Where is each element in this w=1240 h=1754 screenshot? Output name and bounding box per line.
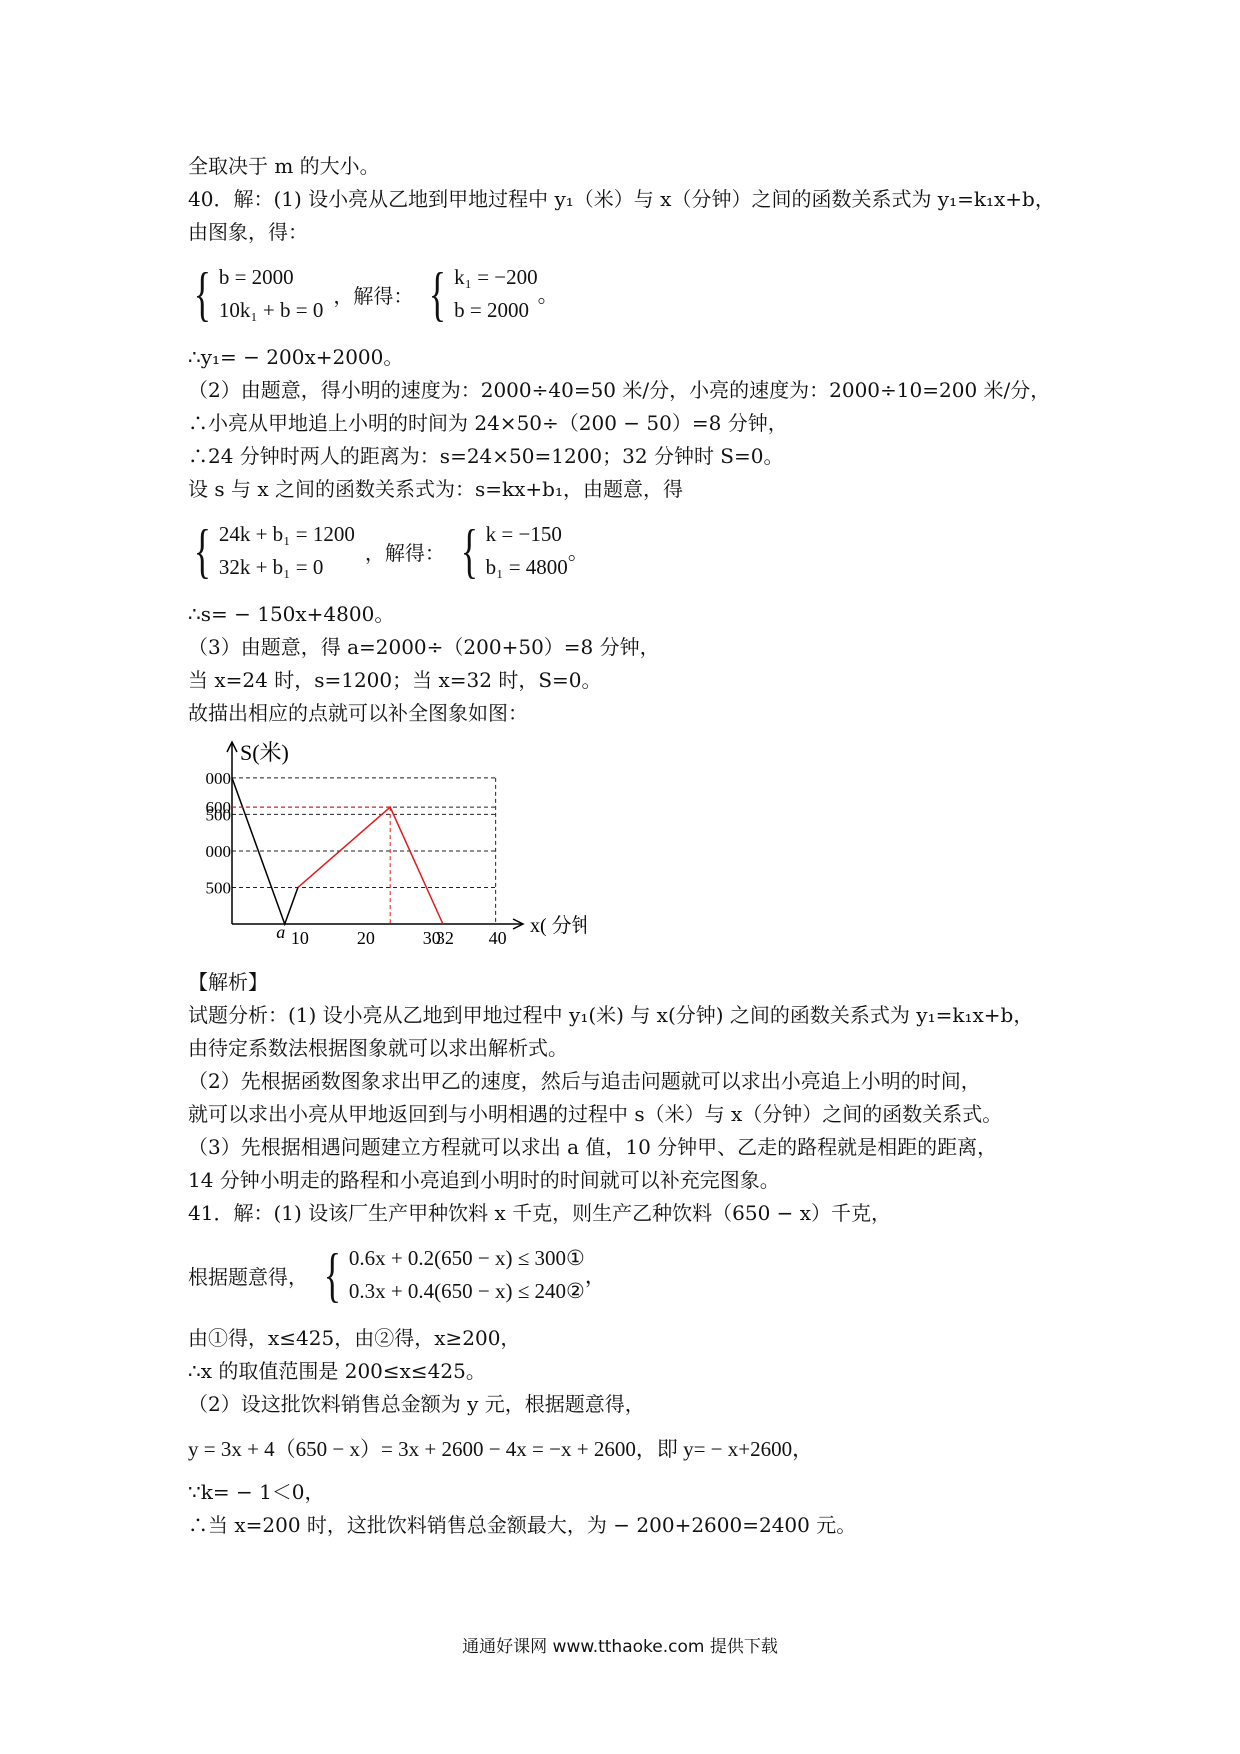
x-tick-label: 32 [435,928,454,948]
text-line: （2）设这批饮料销售总金额为 y 元，根据题意得， [188,1392,645,1416]
page-footer: 通通好课网 www.tthaoke.com 提供下载 [462,1637,778,1657]
text-line: ∴小亮从甲地追上小明的时间为 24×50÷（200 − 50）=8 分钟， [188,411,788,435]
document-body [188,150,1088,1542]
text-line: 由①得，x≤425，由②得，x≥200， [188,1326,521,1350]
end-mark: ， [584,1264,606,1288]
equation: 24k + b₁ = 1200 [218,522,355,546]
chart-svg [206,738,586,958]
inequality: 0.3x + 0.4(650 − x) ≤ 240② [348,1279,585,1303]
equation: k = −150 [485,522,562,546]
analysis-lines [188,966,1088,1230]
end-mark: 。 [537,283,559,307]
text-line: （3）先根据相遇问题建立方程就可以求出 a 值，10 分钟甲、乙走的路程就是相距的距离， [188,1135,998,1159]
equation: 32k + b₁ = 0 [218,555,324,579]
top-lines [188,150,1088,249]
equation-system-2 [188,518,1088,584]
text-line: 故描出相应的点就可以补全图象如图： [188,701,528,725]
y-tick-label: 500 [206,805,231,825]
inequality: 0.6x + 0.2(650 − x) ≤ 300① [348,1246,585,1270]
text-line: 由待定系数法根据图象就可以求出解析式。 [188,1036,568,1060]
x-tick-label: 20 [356,928,375,948]
y-tick-label: 600 [206,798,231,818]
text-line: ∴y₁= − 200x+2000。 [188,345,404,369]
text-line: （2）由题意，得小明的速度为：2000÷40=50 米/分，小亮的速度为：2000÷10=200 米/分， [188,378,1051,402]
text-line: 设 s 与 x 之间的函数关系式为：s=kx+b₁，由题意，得 [188,477,683,501]
end-mark: 。 [567,540,589,564]
equation: b₁ = 4800 [485,555,568,579]
brace: { [193,261,212,327]
text-line: ∴24 分钟时两人的距离为：s=24×50=1200；32 分钟时 S=0。 [188,444,784,468]
x-tick-label: a [276,922,286,942]
text-line: （3）由题意，得 a=2000÷（200+50）=8 分钟， [188,635,660,659]
text-line: 14 分钟小明走的路程和小亮追到小明时的时间就可以补充完图象。 [188,1168,780,1192]
separator-text: ，解得： [364,540,445,565]
text-line: ∴当 x=200 时，这批饮料销售总金额最大，为 − 200+2600=2400 元。 [188,1513,857,1537]
y-tick-label: 500 [206,878,231,898]
text-line: 【解析】 [188,970,268,994]
x-tick-label: 10 [290,928,309,948]
x-tick-label: 40 [488,928,507,948]
brace: { [460,518,478,584]
series-line [298,807,443,924]
text-line: 当 x=24 时，s=1200；当 x=32 时，S=0。 [188,668,602,692]
text-line: 41．解：(1) 设该厂生产甲种饮料 x 千克，则生产乙种饮料（650 − x）千克， [188,1201,892,1225]
equation: 10k₁ + b = 0 [218,298,324,322]
text-line: ∵k= − 1＜0， [188,1480,325,1504]
brace: { [193,518,212,584]
final-lines [188,1476,1088,1542]
text-line: 试题分析：(1) 设小亮从乙地到甲地过程中 y₁(米) 与 x(分钟) 之间的函数关系式为 y₁=k₁x+b， [188,1003,1034,1027]
equation: k₁ = −200 [454,265,538,289]
text-line: 全取决于 m 的大小。 [188,154,380,178]
brace: { [429,261,447,327]
y-tick-label: 000 [206,841,231,861]
formula-line: y = 3x + 4（650 − x）= 3x + 2600 − 4x = −x + 2600，即 y= − x+2600， [188,1437,814,1461]
x-axis-label: x( 分钟 [530,915,586,937]
text-line: 40．解：(1) 设小亮从乙地到甲地过程中 y₁（米）与 x（分钟）之间的函数关系式为 y₁=k₁x+b， [188,187,1055,211]
inequality-system [188,1242,1088,1308]
separator-text: ，解得： [333,283,414,308]
mid-lines-2 [188,598,1088,730]
equation-system-1 [188,261,1088,327]
mid-lines-1 [188,341,1088,506]
equation: b = 2000 [454,298,529,322]
prefix-text: 根据题意得， [188,1264,308,1289]
text-line: ∴s= − 150x+4800。 [188,602,395,626]
text-line: 由图象，得： [188,220,308,244]
distance-time-chart [206,738,1088,962]
y-axis-label: S(米) [240,740,289,765]
brace: { [323,1242,342,1308]
end-lines [188,1322,1088,1421]
x-tick-label: 30 [422,928,441,948]
text-line: （2）先根据函数图象求出甲乙的速度，然后与追击问题就可以求出小亮追上小明的时间， [188,1069,981,1093]
text-line: ∴x 的取值范围是 200≤x≤425。 [188,1359,486,1383]
equation: b = 2000 [218,265,294,289]
y-tick-label: 000 [206,768,231,788]
text-line: 就可以求出小亮从甲地返回到与小明相遇的过程中 s（米）与 x（分钟）之间的函数关系式。 [188,1102,1003,1126]
